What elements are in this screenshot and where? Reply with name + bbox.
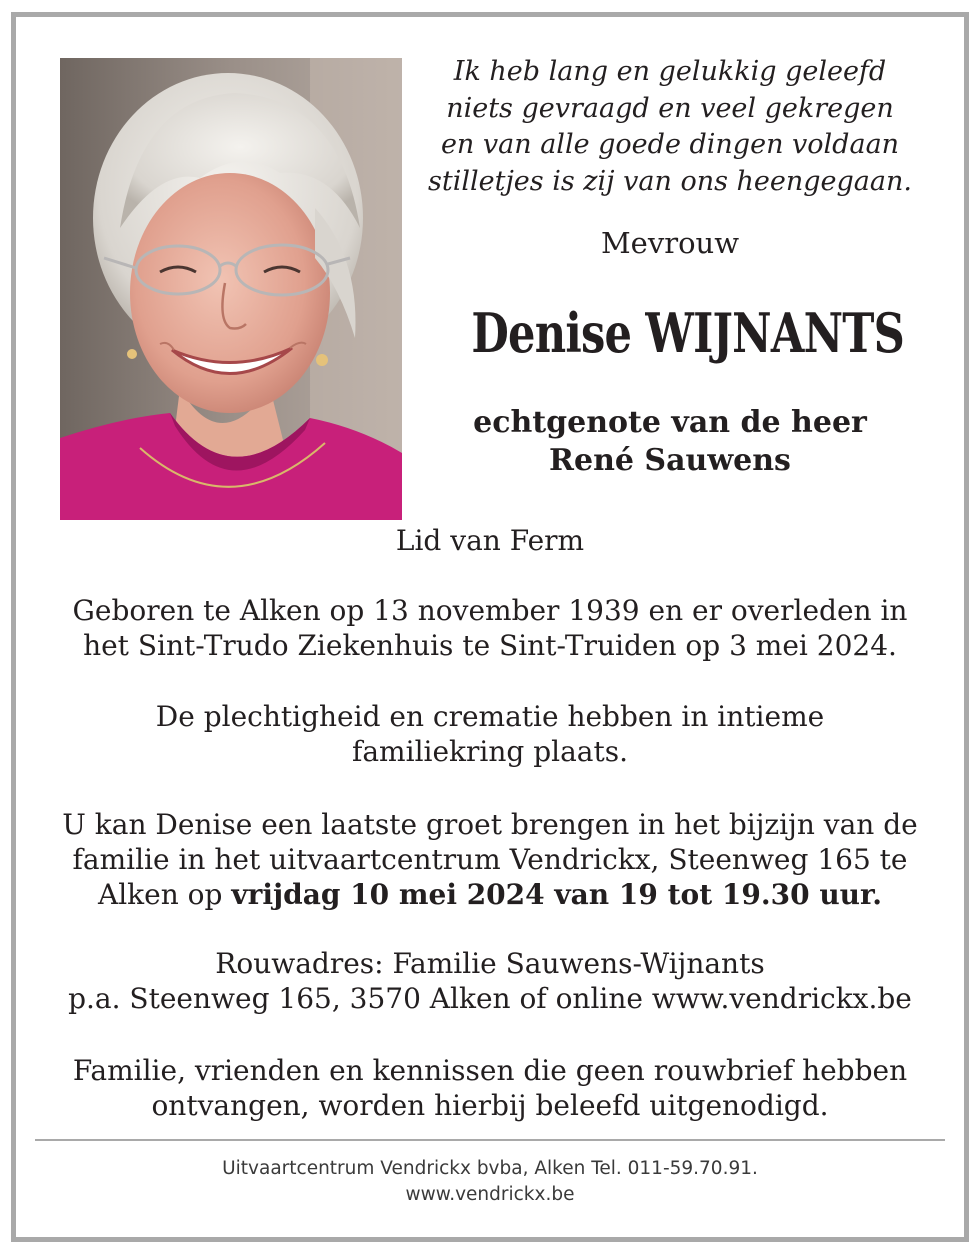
farewell-date-time: vrijdag 10 mei 2024 van 19 tot 19.30 uur. (231, 878, 882, 911)
footer-company: Uitvaartcentrum Vendrickx bvba, Alken Tel. 011-59.70.91. (222, 1158, 758, 1179)
paragraph-line: p.a. Steenweg 165, 3570 Alken of online www.vendrickx.be (68, 982, 912, 1015)
spouse-line: echtgenote van de heer (473, 405, 867, 440)
paragraph-line: familiekring plaats. (352, 735, 628, 768)
paragraph-line: De plechtigheid en crematie hebben in intieme (155, 700, 825, 733)
spouse-name: René Sauwens (549, 443, 791, 478)
paragraph-line: Rouwadres: Familie Sauwens-Wijnants (215, 947, 765, 980)
portrait-illustration (60, 58, 402, 520)
farewell-paragraph (40, 807, 940, 912)
paragraph-line (40, 877, 940, 912)
poem-line: niets gevraagd en veel gekregen (446, 92, 894, 124)
footer-divider (35, 1139, 945, 1141)
poem-line: Ik heb lang en gelukkig geleefd (453, 56, 887, 87)
paragraph-line: U kan Denise een laatste groet brengen in het bijzijn van de (62, 808, 918, 841)
deceased-name: Denise WIJNANTS (471, 301, 905, 365)
farewell-prefix: Alken op (98, 878, 232, 911)
poem-line: en van alle goede dingen voldaan (440, 129, 900, 160)
paragraph-line: Geboren te Alken op 13 november 1939 en er overleden in (72, 594, 908, 627)
poem-line: stilletjes is zij van ons heengegaan. (428, 165, 912, 197)
ceremony-paragraph (40, 699, 940, 769)
spouse-info (420, 404, 920, 480)
paragraph-line: ontvangen, worden hierbij beleefd uitgenodigd. (151, 1089, 829, 1122)
membership-text: Lid van Ferm (395, 524, 585, 557)
paragraph-line: het Sint-Trudo Ziekenhuis te Sint-Truiden op 3 mei 2024. (83, 629, 897, 662)
paragraph-line: familie in het uitvaartcentrum Vendrickx, Steenweg 165 te (72, 843, 908, 876)
poem (420, 54, 920, 200)
address-paragraph (40, 946, 940, 1016)
invitation-paragraph (40, 1053, 940, 1123)
honorific: Mevrouw (600, 226, 740, 260)
portrait-photo (60, 58, 402, 520)
footer (40, 1156, 940, 1208)
membership (40, 523, 940, 558)
birth-death-paragraph (40, 593, 940, 663)
paragraph-line: Familie, vrienden en kennissen die geen rouwbrief hebben (72, 1054, 908, 1087)
footer-website: www.vendrickx.be (405, 1184, 575, 1205)
